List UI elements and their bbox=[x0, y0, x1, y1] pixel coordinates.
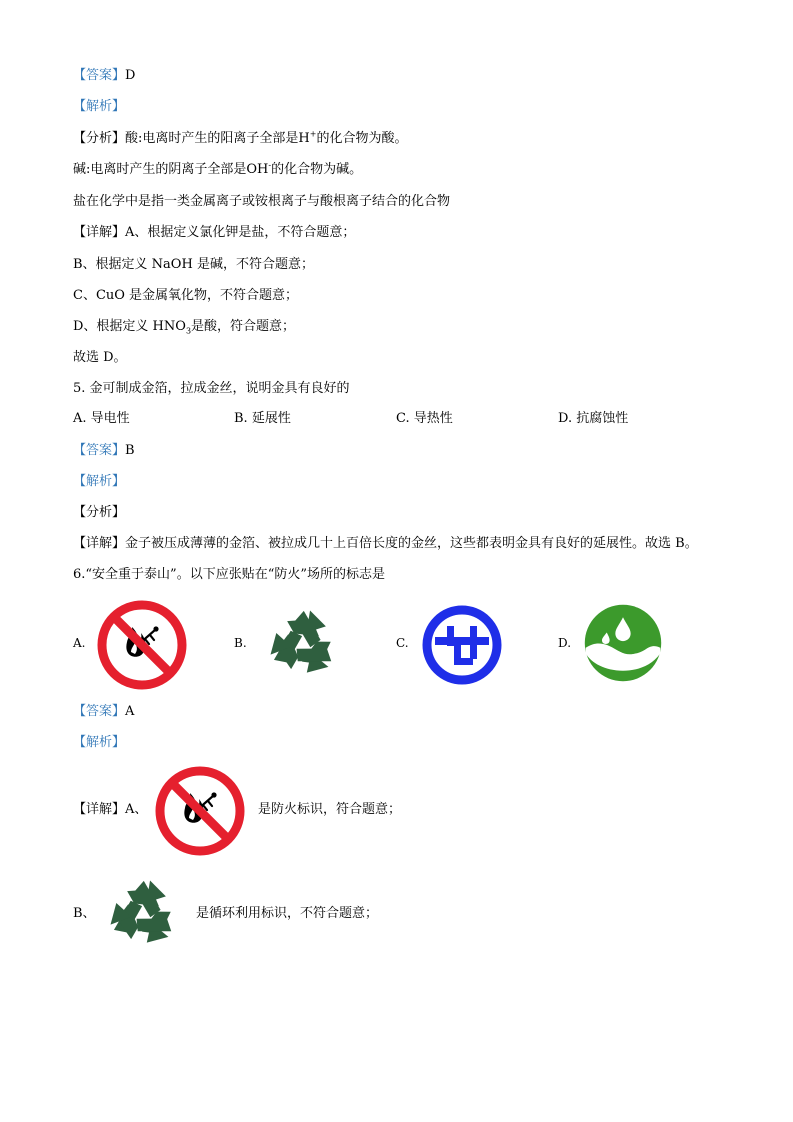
detail-tag: 【详解】 bbox=[73, 536, 126, 551]
no-fire-sign-icon bbox=[155, 766, 245, 856]
detail-d-text-end: 是酸，符合题意； bbox=[191, 319, 296, 334]
answer-tag: 【答案】 bbox=[73, 443, 126, 458]
hydroxide-ion: OH bbox=[246, 162, 269, 177]
q4-detail-b: B、根据定义 NaOH 是碱，不符合题意； bbox=[73, 257, 314, 272]
base-text: 碱:电离时产生的阴离子全部是 bbox=[73, 162, 247, 177]
q6-detail-a-text: 是防火标识，符合题意； bbox=[258, 802, 402, 817]
recycle-sign-icon bbox=[98, 870, 188, 958]
q4-detail-c: C、CuO 是金属氧化物，不符合题意； bbox=[73, 288, 299, 303]
q4-detail-a bbox=[73, 224, 355, 242]
q6-detail-a-prefix bbox=[73, 801, 147, 819]
answer-value: A bbox=[125, 704, 135, 719]
q5-option-d: D. 抗腐蚀性 bbox=[558, 411, 629, 426]
q5-option-a: A. 导电性 bbox=[73, 411, 130, 426]
q5-question: 5. 金可制成金箔，拉成金丝，说明金具有良好的 bbox=[73, 381, 350, 396]
detail-text: 金子被压成薄薄的金箔、被拉成几十上百倍长度的金丝，这些都表明金具有良好的延展性。故选 B。 bbox=[125, 536, 698, 551]
q4-acid-definition bbox=[73, 130, 407, 148]
analysis-tag: 【解析】 bbox=[73, 99, 126, 114]
q4-detail-d bbox=[73, 318, 295, 336]
subscript: 3 bbox=[185, 326, 192, 336]
charge-sup: + bbox=[309, 129, 317, 139]
water-saving-sign-icon bbox=[580, 600, 666, 686]
q6-option-d-label: D. bbox=[558, 636, 572, 650]
q4-answer-line bbox=[73, 67, 135, 85]
q4-analysis-tag bbox=[73, 98, 125, 116]
analysis-tag: 【解析】 bbox=[73, 474, 126, 489]
analysis-tag: 【解析】 bbox=[73, 735, 126, 750]
q6-option-b-label: B. bbox=[234, 636, 247, 650]
q4-salt-definition: 盐在化学中是指一类金属离子或铵根离子与酸根离子结合的化合物 bbox=[73, 194, 451, 209]
q6-detail-b-text: 是循环利用标识，不符合题意； bbox=[196, 906, 379, 921]
q6-analysis-tag bbox=[73, 734, 125, 752]
answer-value: B bbox=[125, 443, 135, 458]
answer-tag: 【答案】 bbox=[73, 68, 126, 83]
acid-text: 酸:电离时产生的阳离子全部是 bbox=[125, 131, 299, 146]
q5-detail bbox=[73, 535, 698, 553]
no-fire-sign-icon bbox=[97, 600, 187, 690]
q6-answer-line bbox=[73, 703, 134, 721]
recycle-sign-icon bbox=[258, 600, 348, 688]
charge-sup: - bbox=[268, 160, 272, 170]
q6-option-a-label: A. bbox=[73, 636, 86, 650]
q4-base-definition bbox=[73, 161, 362, 179]
q4-conclusion: 故选 D。 bbox=[73, 350, 127, 365]
hydrogen-ion: H bbox=[298, 131, 310, 146]
q5-answer-line bbox=[73, 442, 135, 460]
q6-option-c-label: C. bbox=[396, 636, 409, 650]
fenxi-tag: 【分析】 bbox=[73, 131, 126, 146]
blue-circle-sign-icon bbox=[417, 600, 507, 690]
detail-tag: 【详解】 bbox=[73, 225, 126, 240]
detail-d-text: D、根据定义 HNO bbox=[73, 319, 186, 334]
base-text-end: 的化合物为碱。 bbox=[271, 162, 363, 177]
detail-a-text: A、根据定义氯化钾是盐，不符合题意； bbox=[125, 225, 356, 240]
answer-tag: 【答案】 bbox=[73, 704, 126, 719]
detail-a-prefix: A、 bbox=[125, 802, 148, 817]
q5-option-c: C. 导热性 bbox=[396, 411, 453, 426]
acid-text-end: 的化合物为酸。 bbox=[316, 131, 408, 146]
answer-value: D bbox=[125, 68, 136, 83]
q6-question: 6.“安全重于泰山”。以下应张贴在“防火”场所的标志是 bbox=[73, 567, 385, 582]
q5-option-b: B. 延展性 bbox=[234, 411, 291, 426]
q5-analysis-tag bbox=[73, 473, 125, 491]
detail-tag: 【详解】 bbox=[73, 802, 126, 817]
q5-fenxi: 【分析】 bbox=[73, 505, 126, 520]
q6-detail-b-prefix: B、 bbox=[73, 906, 96, 921]
